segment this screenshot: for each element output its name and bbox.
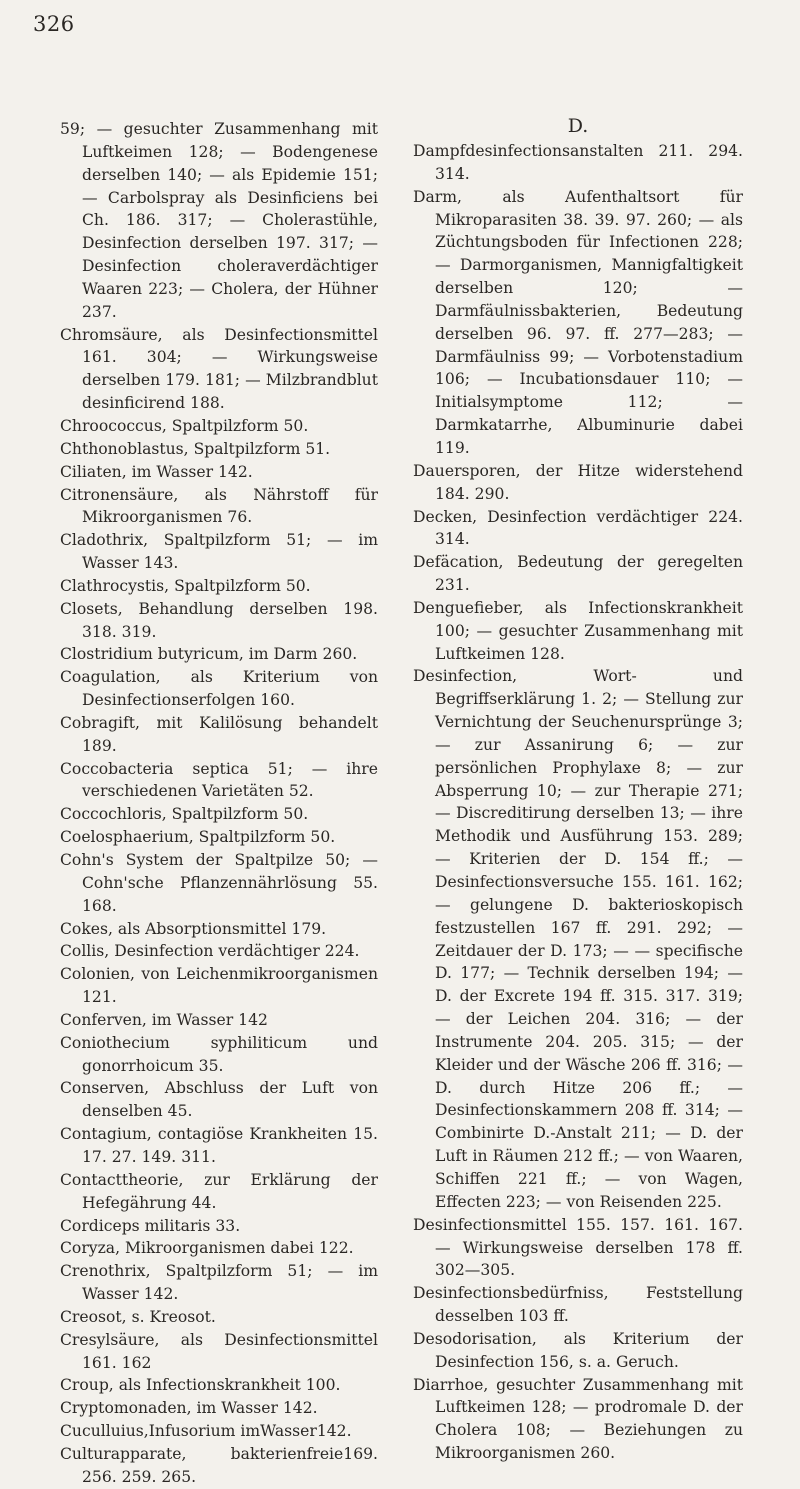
index-entry: Clostridium butyricum, im Darm 260. bbox=[60, 645, 358, 664]
index-entry: Cordiceps militaris 33. bbox=[60, 1216, 241, 1235]
index-entry: Contagium, contagiöse Krankheiten 15. 17. 27. 149. 311. bbox=[60, 1125, 378, 1166]
index-entry: Colonien, von Leichenmikroorganismen 121. bbox=[60, 965, 378, 1007]
index-entry: Coccobacteria septica 51; — ihre verschiedenen Varietäten 52. bbox=[60, 759, 378, 801]
page-number: 326 bbox=[33, 12, 75, 36]
index-entry: Collis, Desinfection verdächtiger 224. bbox=[60, 942, 360, 961]
index-entry: Dauersporen, der Hitze widerstehend 184. 290. bbox=[413, 461, 743, 503]
index-entry: Culturapparate, bakterienfreie169. 256. 259. 265. bbox=[60, 1444, 378, 1486]
index-entry: Conferven, im Wasser 142 bbox=[60, 1010, 268, 1029]
index-entry: Cokes, als Absorptionsmittel 179. bbox=[60, 919, 327, 938]
index-entry: Coccochloris, Spaltpilzform 50. bbox=[60, 805, 309, 824]
index-entry: Coniothecium syphiliticum und gonorrhoicum 35. bbox=[60, 1033, 378, 1075]
index-entry: Defäcation, Bedeutung der geregelten 231. bbox=[413, 553, 743, 595]
index-entry: Chroococcus, Spaltpilzform 50. bbox=[60, 416, 309, 435]
index-entry: Cresylsäure, als Desinfectionsmittel 161. 162 bbox=[60, 1330, 378, 1372]
index-entry: Croup, als Infectionskrankheit 100. bbox=[60, 1376, 341, 1395]
index-entry: Coagulation, als Kriterium von Desinfectionserfolgen 160. bbox=[60, 668, 378, 710]
index-entry: Cryptomonaden, im Wasser 142. bbox=[60, 1399, 318, 1418]
index-entry: Ciliaten, im Wasser 142. bbox=[60, 462, 253, 481]
index-entry: Cuculluius,Infusorium imWasser142. bbox=[60, 1422, 352, 1441]
index-entry: Contacttheorie, zur Erklärung der Hefegährung 44. bbox=[60, 1170, 378, 1212]
index-entry: Creosot, s. Kreosot. bbox=[60, 1307, 216, 1326]
index-entry: Diarrhoe, gesuchter Zusammenhang mit Luftkeimen 128; — prodromale D. der Cholera 108; — Beziehungen zu Mikroorganismen 260. bbox=[413, 1375, 743, 1463]
index-entry: Dampfdesinfectionsanstalten 211. 294. 314. bbox=[413, 142, 743, 183]
index-entry: Cladothrix, Spaltpilzform 51; — im Wasser 143. bbox=[60, 531, 378, 573]
index-entry: 59; — gesuchter Zusammenhang mit Luftkeimen 128; — Bodengenese derselben 140; — als Epidemie 151; — Carbolspray als Desinficiens bei Ch. 186. 317; — Cholerastühle, Desinfection derselben 197. 317; — Desinfection choleraverdächtiger Waaren 223; — Cholera, der Hühner 237. bbox=[60, 120, 378, 321]
index-entry: Decken, Desinfection verdächtiger 224. 314. bbox=[413, 507, 743, 549]
index-entry: Desodorisation, als Kriterium der Desinfection 156, s. a. Geruch. bbox=[413, 1329, 743, 1371]
index-entry: Clathrocystis, Spaltpilzform 50. bbox=[60, 576, 311, 595]
index-entry: Cohn's System der Spaltpilze 50; — Cohn'sche Pflanzennährlösung 55. 168. bbox=[60, 851, 378, 915]
index-entry: Crenothrix, Spaltpilzform 51; — im Wasser 142. bbox=[60, 1262, 378, 1304]
index-entry: Cobragift, mit Kalilösung behandelt 189. bbox=[60, 713, 378, 755]
index-entry: Citronensäure, als Nährstoff für Mikroorganismen 76. bbox=[60, 485, 378, 527]
index-entry: Desinfectionsbedürfniss, Feststellung desselben 103 ff. bbox=[413, 1284, 743, 1326]
index-entry: Chromsäure, als Desinfectionsmittel 161. 304; — Wirkungsweise derselben 179. 181; — Milzbrandblut desinficirend 188. bbox=[60, 325, 378, 413]
index-entry: Desinfection, Wort- und Begriffserklärung 1. 2; — Stellung zur Vernichtung der Seuchenursprünge 3; — zur Assanirung 6; — zur persönlichen Prophylaxe 8; — zur Absperrung 10; — zur Therapie 271; — Discreditirung derselben 13; — ihre Methodik und Ausführung 153. 289; — Kriterien der D. 154 ff.; — Desinfectionsversuche 155. 161. 162; — gelungene D. bakterioskopisch festzustellen 167 ff. 291. 292; — Zeitdauer der D. 173; — — specifische D. 177; — Technik derselben 194; — D. der Excrete 194 ff. 315. 317. 319; — der Leichen 204. 316; — der Instrumente 204. 205. 315; — der Kleider und der Wäsche 206 ff. 316; — D. durch Hitze 206 ff.; — Desinfectionskammern 208 ff. 314; — Combinirte D.-Anstalt 211; — D. der Luft in Räumen 212 ff.; — von Waaren, Schiffen 221 ff.; — von Wagen, Effecten 223; — von Reisenden 225. bbox=[413, 667, 743, 1211]
index-entry: Coryza, Mikroorganismen dabei 122. bbox=[60, 1239, 354, 1258]
index-entry: Denguefieber, als Infectionskrankheit 100; — gesuchter Zusammenhang mit Luftkeimen 128. bbox=[413, 598, 743, 663]
index-entry: Desinfectionsmittel 155. 157. 161. 167. — Wirkungsweise derselben 178 ff. 302—305. bbox=[413, 1215, 743, 1280]
section-letter-heading: D. bbox=[567, 115, 589, 137]
index-column-left bbox=[60, 118, 378, 1489]
index-entry: Chthonoblastus, Spaltpilzform 51. bbox=[60, 439, 331, 458]
index-entry: Coelosphaerium, Spaltpilzform 50. bbox=[60, 828, 336, 847]
index-entry: Conserven, Abschluss der Luft von denselben 45. bbox=[60, 1079, 378, 1121]
index-entry: Darm, als Aufenthaltsort für Mikroparasiten 38. 39. 97. 260; — als Züchtungsboden für Infectionen 228; — Darmorganismen, Mannigfaltigkeit derselben 120; — Darmfäulnissbakterien, Bedeutung derselben 96. 97. ff. 277—283; — Darmfäulniss 99; — Vorbotenstadium 106; — Incubationsdauer 110; — Initialsymptome 112; — Darmkatarrhe, Albuminurie dabei 119. bbox=[413, 187, 743, 457]
index-entry: Closets, Behandlung derselben 198. 318. 319. bbox=[60, 599, 378, 641]
index-column-right bbox=[413, 115, 743, 1465]
